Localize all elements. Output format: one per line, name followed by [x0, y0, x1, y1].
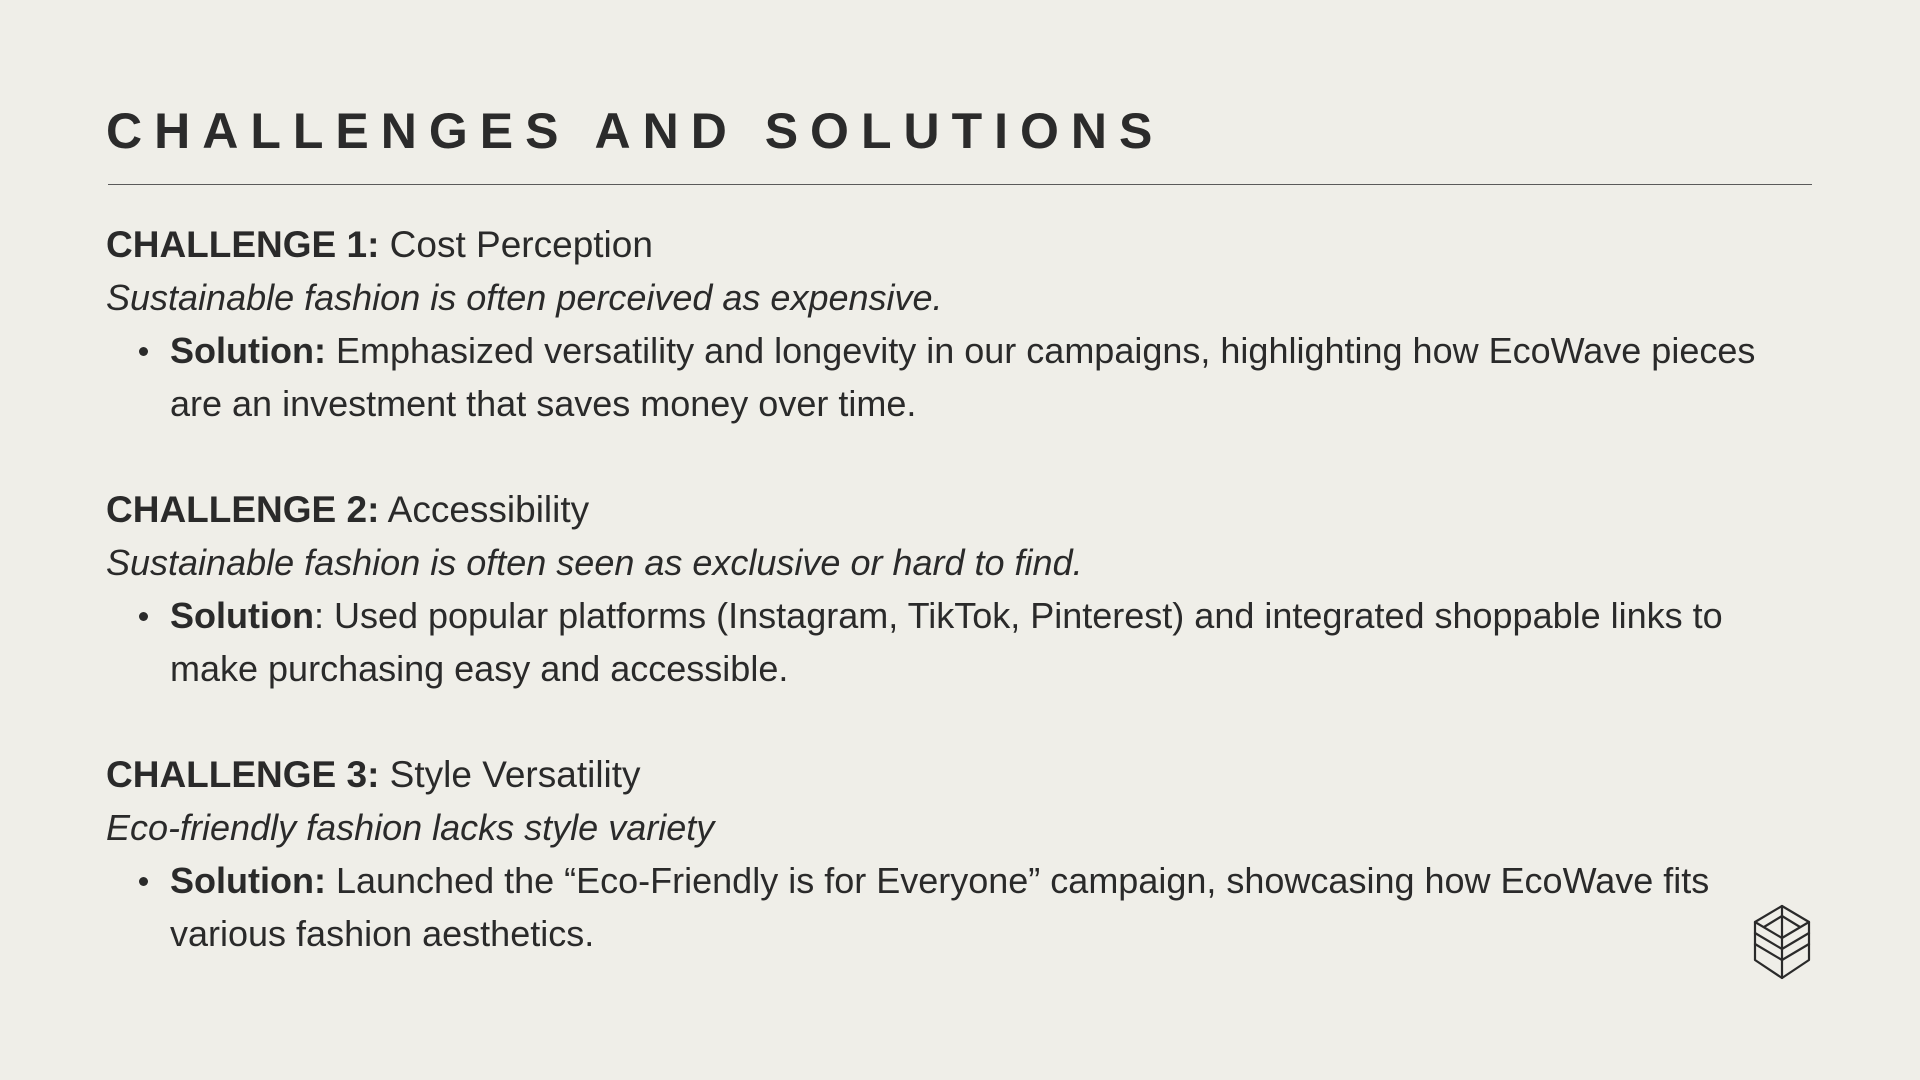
- challenge-3: [106, 748, 1756, 960]
- bullet-icon: [139, 612, 148, 621]
- challenge-3-solution-list: [106, 854, 1756, 960]
- challenge-1: [106, 218, 1756, 430]
- challenge-3-label: CHALLENGE 3:: [106, 754, 380, 795]
- challenge-1-description: Sustainable fashion is often perceived as expensive.: [106, 277, 943, 318]
- challenge-1-solution-text: Emphasized versatility and longevity in our campaigns, highlighting how EcoWave pieces are an investment that saves money over time.: [170, 330, 1756, 424]
- challenge-2-label: CHALLENGE 2:: [106, 489, 380, 530]
- challenge-1-heading: [106, 218, 1756, 271]
- challenge-3-heading: [106, 748, 1756, 801]
- challenge-1-solution-label: Solution:: [170, 330, 326, 371]
- bullet-icon: [139, 877, 148, 886]
- challenge-3-solution-text: Launched the “Eco-Friendly is for Everyone” campaign, showcasing how EcoWave fits various fashion aesthetics.: [170, 860, 1710, 954]
- challenge-2-heading: [106, 483, 1756, 536]
- challenge-1-solution-list: [106, 324, 1756, 430]
- challenge-2-topic: Accessibility: [379, 489, 590, 530]
- challenge-3-topic: Style Versatility: [379, 754, 641, 795]
- challenge-2-solution-list: [106, 589, 1756, 695]
- challenge-3-solution-label: Solution:: [170, 860, 326, 901]
- challenge-1-solution: [106, 324, 1756, 430]
- bullet-icon: [139, 347, 148, 356]
- page-title: CHALLENGES AND SOLUTIONS: [106, 103, 1165, 159]
- title-divider: [108, 184, 1812, 185]
- challenge-2: [106, 483, 1756, 695]
- challenge-2-description: Sustainable fashion is often seen as exclusive or hard to find.: [106, 542, 1083, 583]
- challenge-2-solution-text: : Used popular platforms (Instagram, TikTok, Pinterest) and integrated shoppable links to make purchasing easy and accessible.: [170, 595, 1723, 689]
- challenge-3-solution: [106, 854, 1756, 960]
- challenge-1-label: CHALLENGE 1:: [106, 224, 380, 265]
- challenge-1-topic: Cost Perception: [379, 224, 653, 265]
- challenge-2-solution: [106, 589, 1756, 695]
- leaf-cube-icon: [1752, 904, 1812, 980]
- challenge-2-solution-label: Solution: [170, 595, 314, 636]
- challenge-3-description: Eco-friendly fashion lacks style variety: [106, 807, 715, 848]
